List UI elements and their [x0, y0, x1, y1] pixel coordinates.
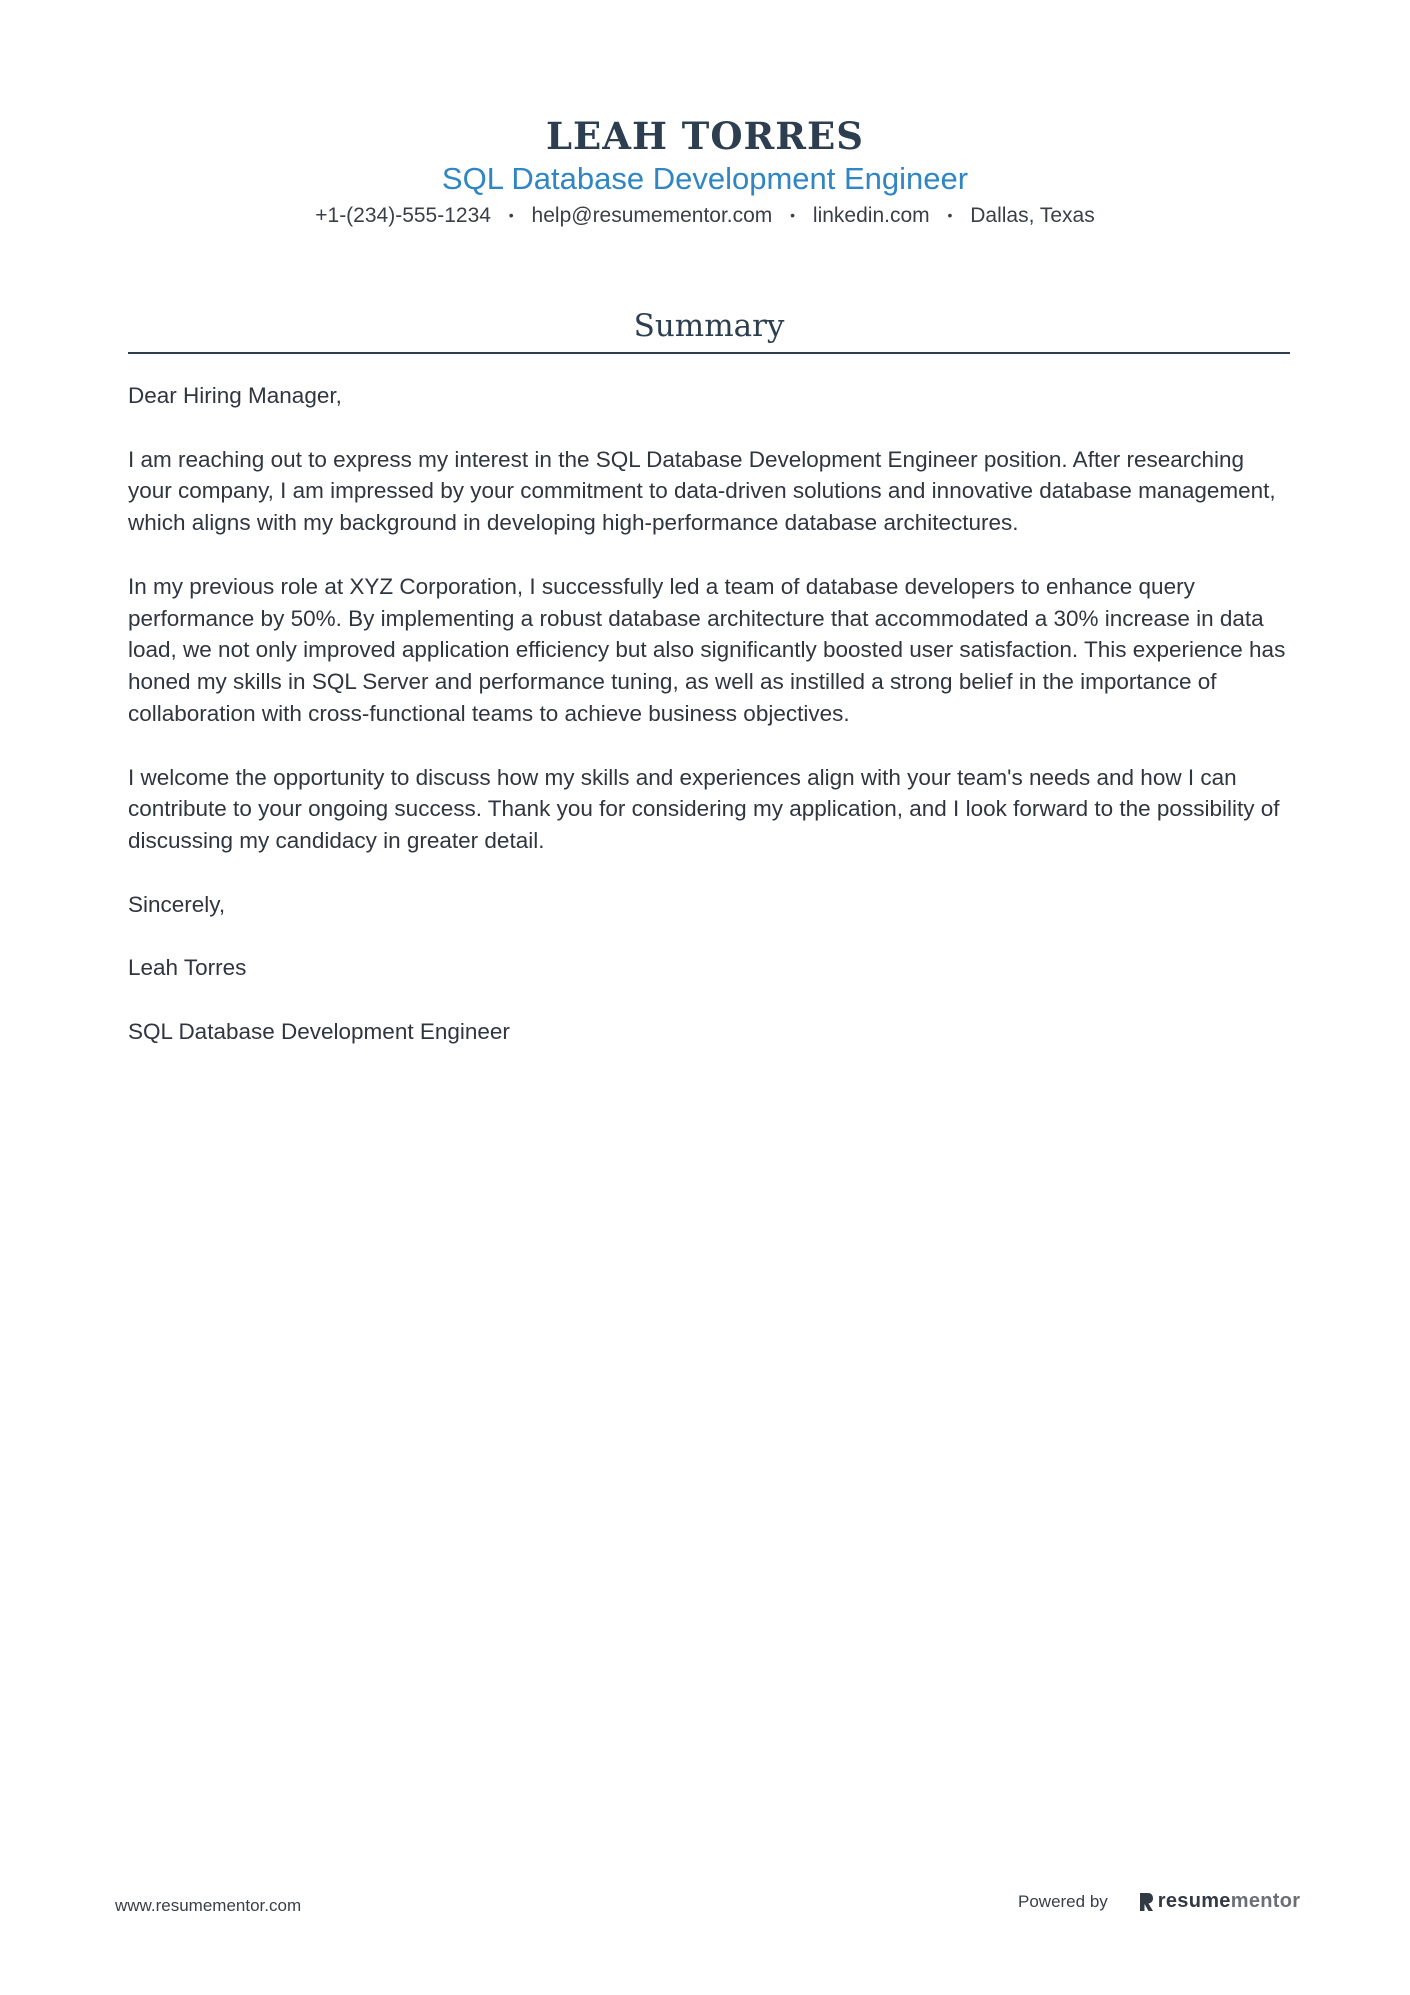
- letter-closing: Sincerely,: [128, 891, 226, 917]
- section-divider: [128, 352, 1290, 354]
- contact-location: Dallas, Texas: [970, 204, 1095, 227]
- letter-header: [0, 112, 1410, 231]
- contact-separator: •: [790, 207, 796, 223]
- contact-email: help@resumementor.com: [531, 204, 773, 227]
- applicant-name: LEAH TORRES: [546, 114, 864, 158]
- contact-linkedin: linkedin.com: [812, 204, 930, 227]
- letter-paragraph: I am reaching out to express my interest in the SQL Database Development Engineer position. After researching your company, I am impressed by your commitment to data-driven solutions and innovative database management, which aligns with my background in developing high-performance database architectures.: [128, 446, 1276, 536]
- job-title: SQL Database Development Engineer: [441, 161, 969, 196]
- section-title: Summary: [633, 308, 785, 344]
- contact-phone: +1-(234)-555-1234: [315, 204, 491, 227]
- powered-by-label: Powered by: [1018, 1891, 1108, 1911]
- resumementor-logo-icon: [1138, 1891, 1154, 1913]
- letter-greeting: Dear Hiring Manager,: [128, 383, 342, 408]
- letter-paragraph: In my previous role at XYZ Corporation, I successfully led a team of database developers to enhance query performance by 50%. By implementing a robust database architecture that accommodated a 30% increase in data load, we not only improved application efficiency but also significantly boosted user satisfaction. This experience has honed my skills in SQL Server and performance tuning, as well as instilled a strong belief in the importance of collaboration with cross-functional teams to achieve business objectives.: [128, 573, 1286, 726]
- letter-body: [128, 380, 1290, 1080]
- logo-text-resume: resume: [1157, 1890, 1231, 1912]
- contact-line: [0, 200, 1410, 231]
- resumementor-logo: [1138, 1890, 1301, 1913]
- signature-title: SQL Database Development Engineer: [128, 1018, 510, 1044]
- footer-branding: [1018, 1890, 1300, 1913]
- contact-separator: •: [508, 207, 514, 223]
- logo-text-mentor: mentor: [1230, 1890, 1301, 1912]
- footer-website: www.resumementor.com: [115, 1896, 302, 1915]
- signature-name: Leah Torres: [128, 955, 247, 981]
- contact-separator: •: [947, 207, 953, 223]
- letter-paragraph: I welcome the opportunity to discuss how my skills and experiences align with your team's needs and how I can contribute to your ongoing success. Thank you for considering my application, and I look forward to the possibility of discussing my candidacy in greater detail.: [128, 764, 1280, 854]
